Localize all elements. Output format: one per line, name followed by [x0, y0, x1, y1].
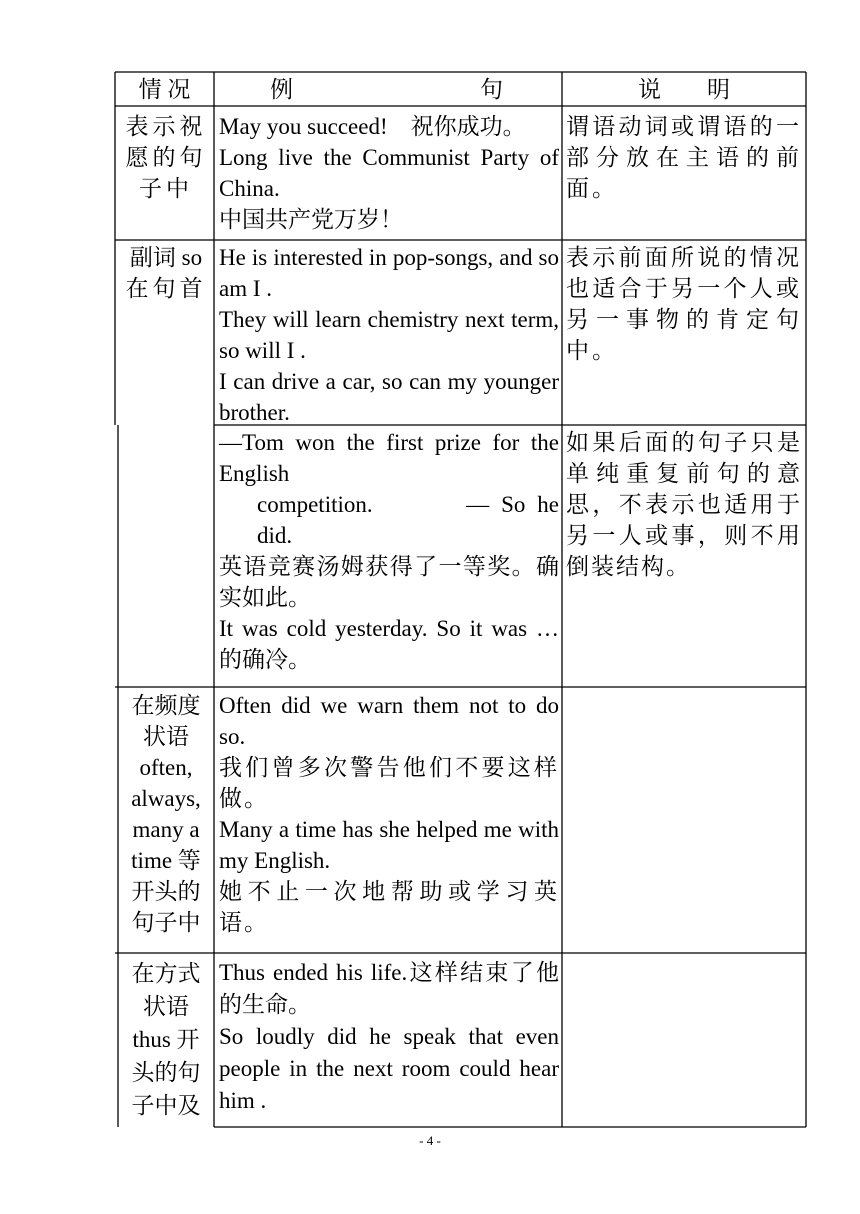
header-note: 说 明 — [638, 77, 730, 102]
row3-examples: —Tom won the first prize for the English competition. — So he did. 英语竞赛汤姆获得了一等奖。确实如此。 It was cold yesterday. So it was …的确冷。 — [219, 430, 559, 672]
row1-note: 谓语动词或谓语的一部分放在主语的前面。 — [566, 114, 802, 201]
row4-situation: 在频度 状语 often, always, many a time 等 开头的 句子中 — [131, 693, 201, 935]
row2-note: 表示前面所说的情况也适合于另一个人或另一事物的肯定句中。 — [566, 245, 802, 363]
row2-examples: He is interested in pop-songs, and so am I . They will learn chemistry next term, so will I . I can drive a car, so can my younger brother. — [219, 245, 559, 425]
row4-examples: Often did we warn them not to do so. 我们曾多次警告他们不要这样做。 Many a time has she helped me with my English. 她不止一次地帮助或学习英语。 — [219, 693, 559, 935]
row2-situation: 副词 so 在句首 — [125, 245, 207, 301]
row1-situation: 表示祝 愿的句 子中 — [125, 114, 207, 201]
row5-examples: Thus ended his life.这样结束了他的生命。 So loudly did he speak that even people in the next room could hear him . — [219, 960, 559, 1113]
page-number: - 4 - — [419, 1133, 441, 1148]
header-situation: 情 况 — [138, 77, 191, 102]
row1-examples: May you succeed! 祝你成功。 Long live the Communist Party of China. 中国共产党万岁！ — [219, 114, 559, 232]
row3-note: 如果后面的句子只是单纯重复前句的意思，不表示也适用于另一人或事，则不用倒装结构。 — [566, 430, 802, 579]
row5-situation: 在方式 状语 thus 开 头的句 子中及 — [131, 961, 201, 1118]
